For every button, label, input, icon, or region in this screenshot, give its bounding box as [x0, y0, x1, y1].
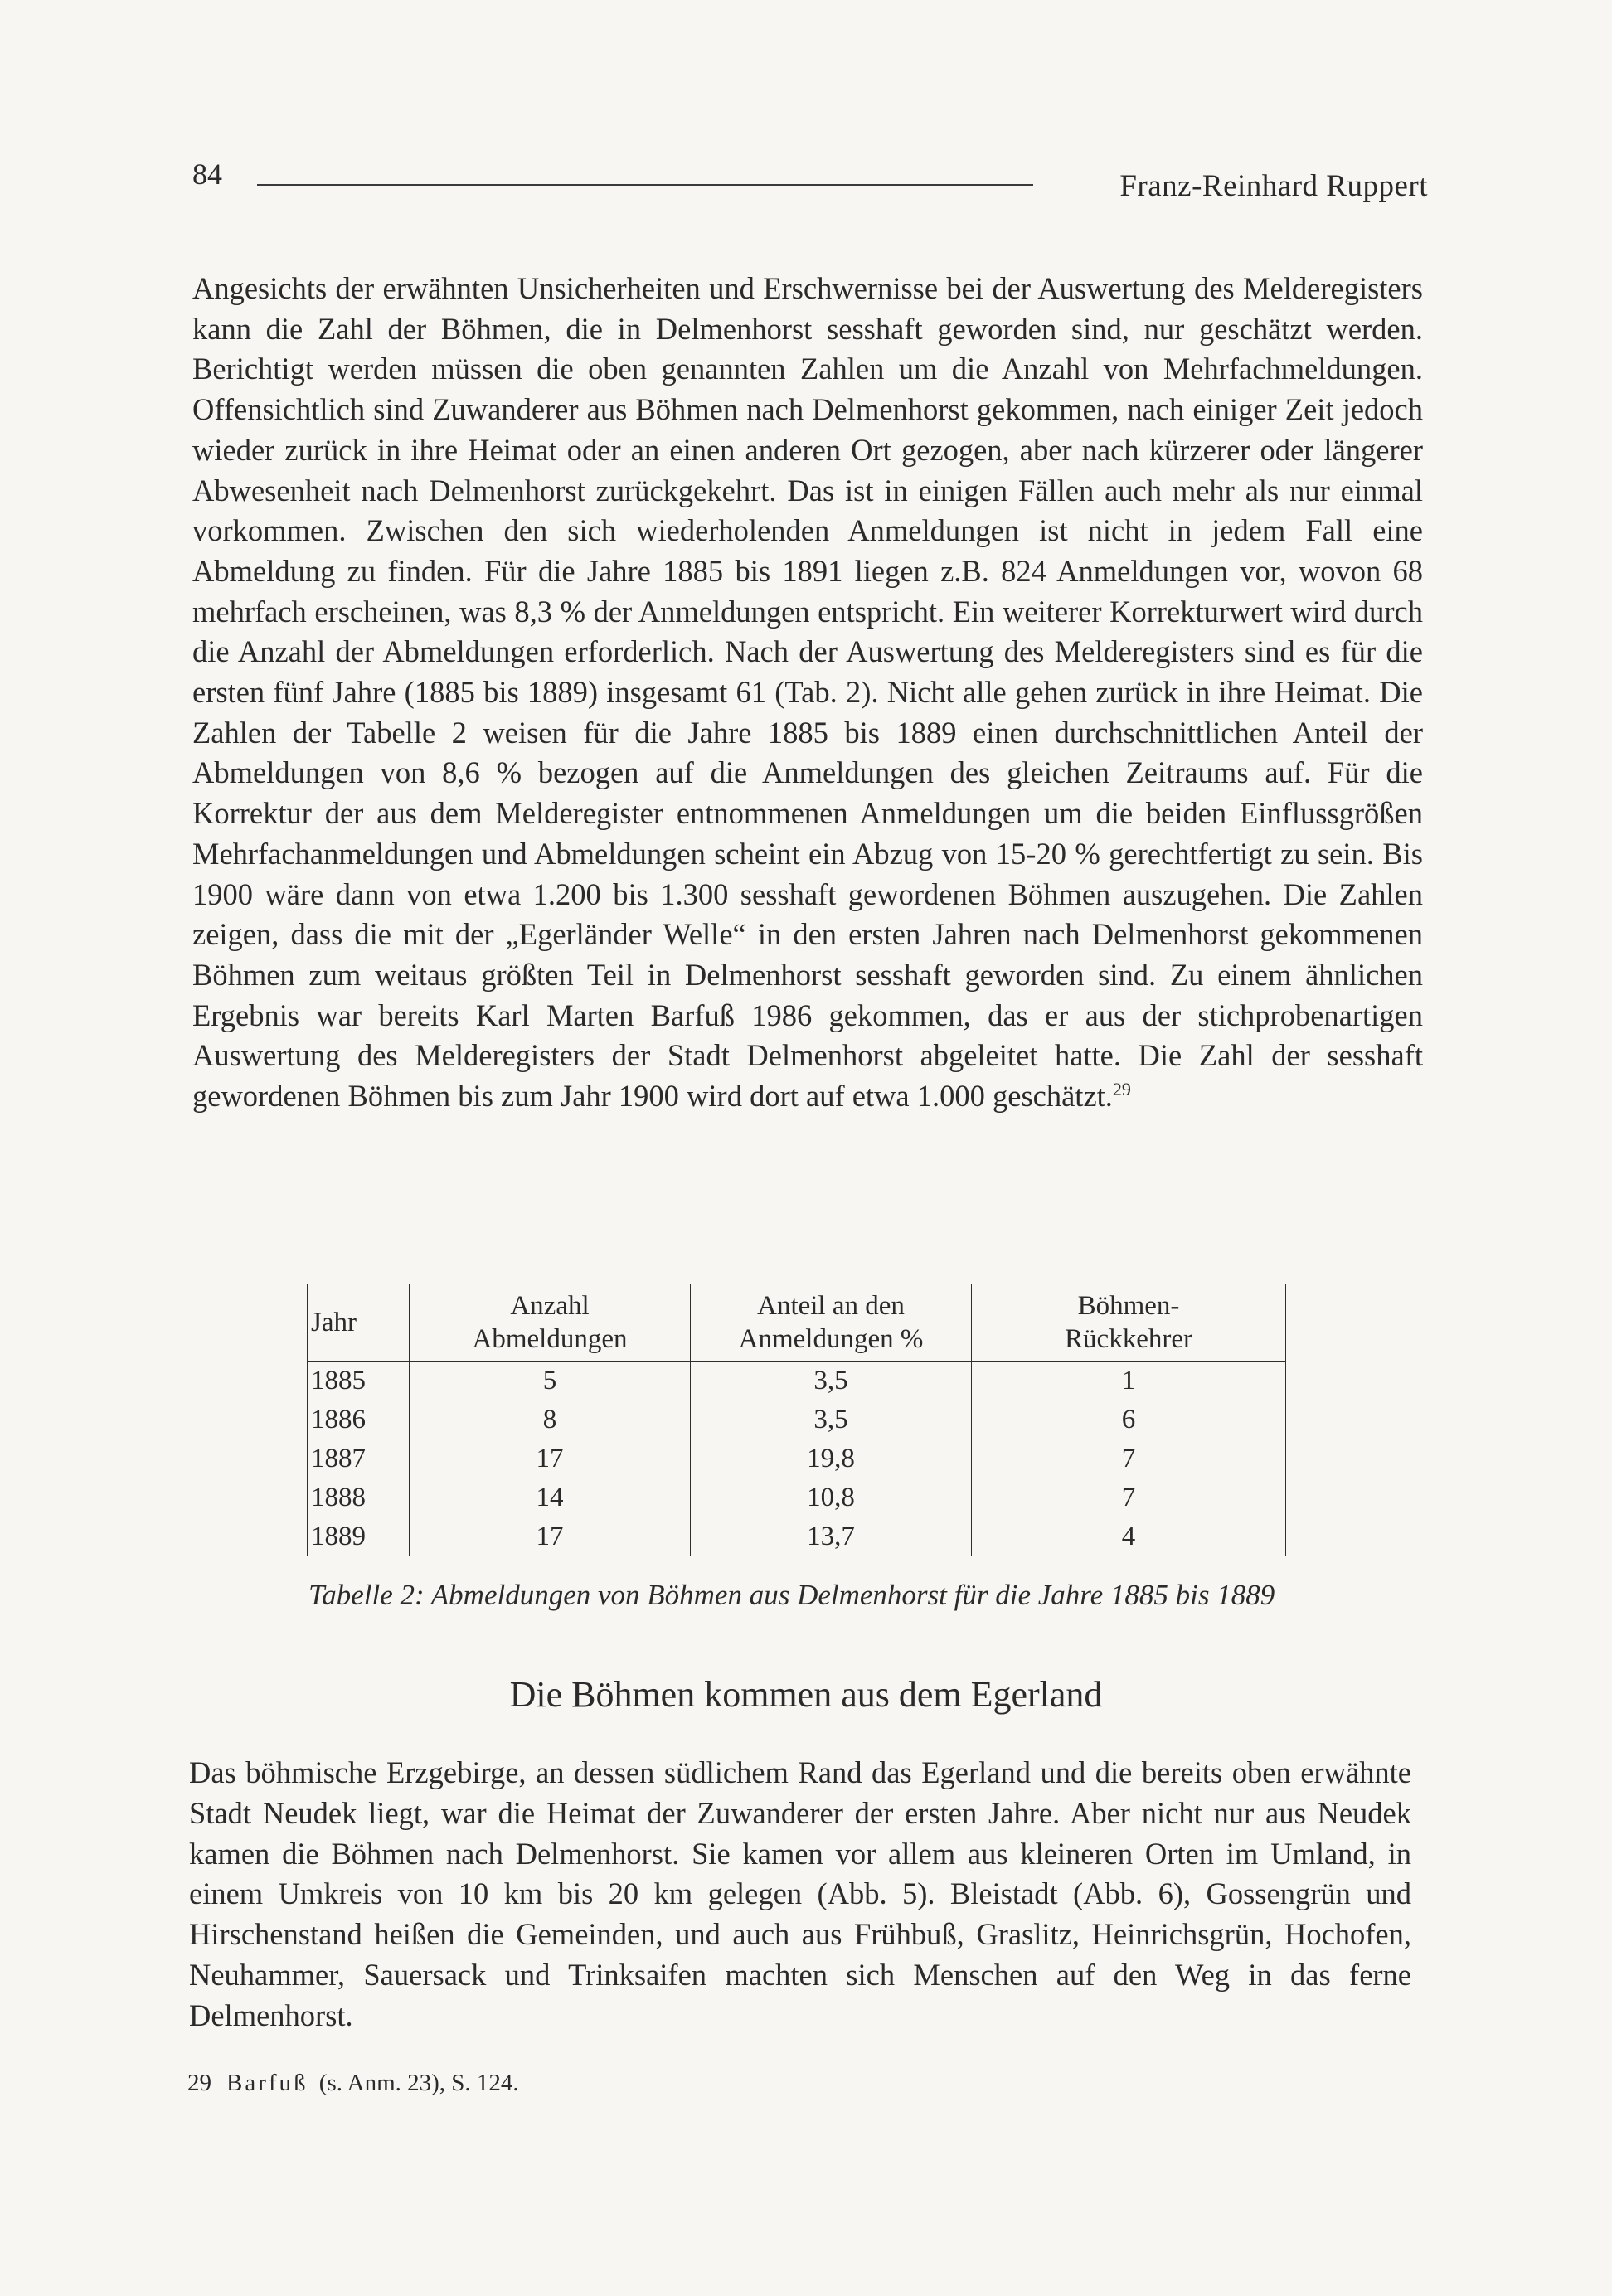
cell-rueckkehrer: 7	[972, 1439, 1286, 1478]
footnote-author: Barfuß	[226, 2070, 308, 2096]
cell-anteil: 13,7	[691, 1517, 972, 1556]
section-heading: Die Böhmen kommen aus dem Egerland	[509, 1674, 1103, 1715]
table-row	[308, 1478, 1286, 1517]
cell-abmeldungen: 8	[410, 1400, 691, 1439]
cell-rueckkehrer: 4	[972, 1517, 1286, 1556]
header-anteil	[691, 1284, 972, 1362]
header-abmeldungen-line1: Anzahl	[510, 1291, 590, 1321]
cell-rueckkehrer: 6	[972, 1400, 1286, 1439]
cell-abmeldungen: 5	[410, 1362, 691, 1400]
paragraph-1-text: Angesichts der erwähnten Unsicherheiten und Erschwernisse bei der Auswertung des Melderegisters kann die Zahl der Böhmen, die in Delmenhorst sesshaft geworden sind, nur geschätzt werden. Berichtigt werden müssen die oben genannten Zahlen um die Anzahl von Mehrfachmeldungen. Offensichtlich sind Zuwanderer aus Böhmen nach Delmenhorst gekommen, nach einiger Zeit jedoch wieder zurück in ihre Heimat oder an einen anderen Ort gezogen, aber nach kürzerer oder längerer Abwesenheit nach Delmenhorst zurückgekehrt. Das ist in einigen Fällen auch mehr als nur einmal vorkommen. Zwischen den sich wiederholenden Anmeldungen ist nicht in jedem Fall eine Abmeldung zu finden. Für die Jahre 1885 bis 1891 liegen z.B. 824 Anmeldungen vor, wovon 68 mehrfach erscheinen, was 8,3 % der Anmeldungen entspricht. Ein weiterer Korrekturwert wird durch die Anzahl der Abmeldungen erforderlich. Nach der Auswertung des Melderegisters sind es für die ersten fünf Jahre (1885 bis 1889) insgesamt 61 (Tab. 2). Nicht alle gehen zurück in ihre Heimat. Die Zahlen der Tabelle 2 weisen für die Jahre 1885 bis 1889 einen durchschnittlichen Anteil der Abmeldungen von 8,6 % bezogen auf die Anmeldungen des gleichen Zeitraums auf. Für die Korrektur der aus dem Melderegister entnommenen Anmeldungen um die beiden Einflussgrößen Mehrfachanmeldungen und Abmeldungen scheint ein Abzug von 15-20 % gerechtfertigt zu sein. Bis 1900 wäre dann von etwa 1.200 bis 1.300 sesshaft gewordenen Böhmen auszugehen. Die Zahlen zeigen, dass die mit der „Egerländer Welle“ in den ersten Jahren nach Delmenhorst gekommenen Böhmen zum weitaus größten Teil in Delmenhorst sesshaft geworden sind. Zu einem ähnlichen Ergebnis war bereits Karl Marten Barfuß 1986 gekommen, das er aus der stichprobenartigen Auswertung des Melderegisters der Stadt Delmenhorst abgeleitet hatte. Die Zahl der sesshaft gewordenen Böhmen bis zum Jahr 1900 wird dort auf etwa 1.000 geschätzt.	[192, 271, 1423, 1114]
header-year: Jahr	[308, 1284, 410, 1362]
footnote-reference[interactable]: 29	[1112, 1078, 1131, 1099]
page-number: 84	[192, 158, 222, 191]
body-paragraph-2: Das böhmische Erzgebirge, an dessen südlichem Rand das Egerland und die bereits oben erwähnte Stadt Neudek liegt, war die Heimat der Zuwanderer der ersten Jahre. Aber nicht nur aus Neudek kamen die Böhmen nach Delmenhorst. Sie kamen vor allem aus kleineren Orten im Umland, in einem Umkreis von 10 km bis 20 km gelegen (Abb. 5). Bleistadt (Abb. 6), Gossengrün und Hirschenstand heißen die Gemeinden, und auch aus Frühbuß, Graslitz, Heinrichsgrün, Hochofen, Neuhammer, Sauersack und Trinksaifen machten sich Menschen auf den Weg in das ferne Delmenhorst.	[189, 1755, 1411, 2032]
footnote-number: 29	[187, 2070, 211, 2096]
running-head: Franz-Reinhard Ruppert	[1119, 169, 1428, 203]
cell-year: 1889	[308, 1517, 410, 1556]
header-anteil-line2: Anmeldungen %	[738, 1324, 924, 1354]
footnote	[187, 2071, 519, 2095]
body-paragraph-1	[192, 269, 1423, 1117]
footnote-text: (s. Anm. 23), S. 124.	[318, 2070, 519, 2096]
table-row	[308, 1400, 1286, 1439]
table-caption: Tabelle 2: Abmeldungen von Böhmen aus Delmenhorst für die Jahre 1885 bis 1889	[308, 1579, 1275, 1611]
cell-rueckkehrer: 7	[972, 1478, 1286, 1517]
table-row	[308, 1439, 1286, 1478]
cell-anteil: 19,8	[691, 1439, 972, 1478]
cell-year: 1885	[308, 1362, 410, 1400]
cell-rueckkehrer: 1	[972, 1362, 1286, 1400]
header-rule	[257, 184, 1033, 186]
table-row	[308, 1517, 1286, 1556]
cell-year: 1888	[308, 1478, 410, 1517]
header-anteil-line1: Anteil an den	[757, 1291, 905, 1321]
cell-year: 1886	[308, 1400, 410, 1439]
cell-abmeldungen: 14	[410, 1478, 691, 1517]
header-rueckkehrer-line1: Böhmen-	[1077, 1291, 1180, 1321]
abmeldungen-table	[307, 1284, 1286, 1556]
table-header-row	[308, 1284, 1286, 1362]
cell-anteil: 10,8	[691, 1478, 972, 1517]
cell-abmeldungen: 17	[410, 1439, 691, 1478]
table-row	[308, 1362, 1286, 1400]
cell-abmeldungen: 17	[410, 1517, 691, 1556]
header-abmeldungen-line2: Abmeldungen	[472, 1324, 628, 1354]
header-rueckkehrer-line2: Rückkehrer	[1065, 1324, 1192, 1354]
header-abmeldungen	[410, 1284, 691, 1362]
cell-anteil: 3,5	[691, 1362, 972, 1400]
header-rueckkehrer	[972, 1284, 1286, 1362]
cell-year: 1887	[308, 1439, 410, 1478]
cell-anteil: 3,5	[691, 1400, 972, 1439]
